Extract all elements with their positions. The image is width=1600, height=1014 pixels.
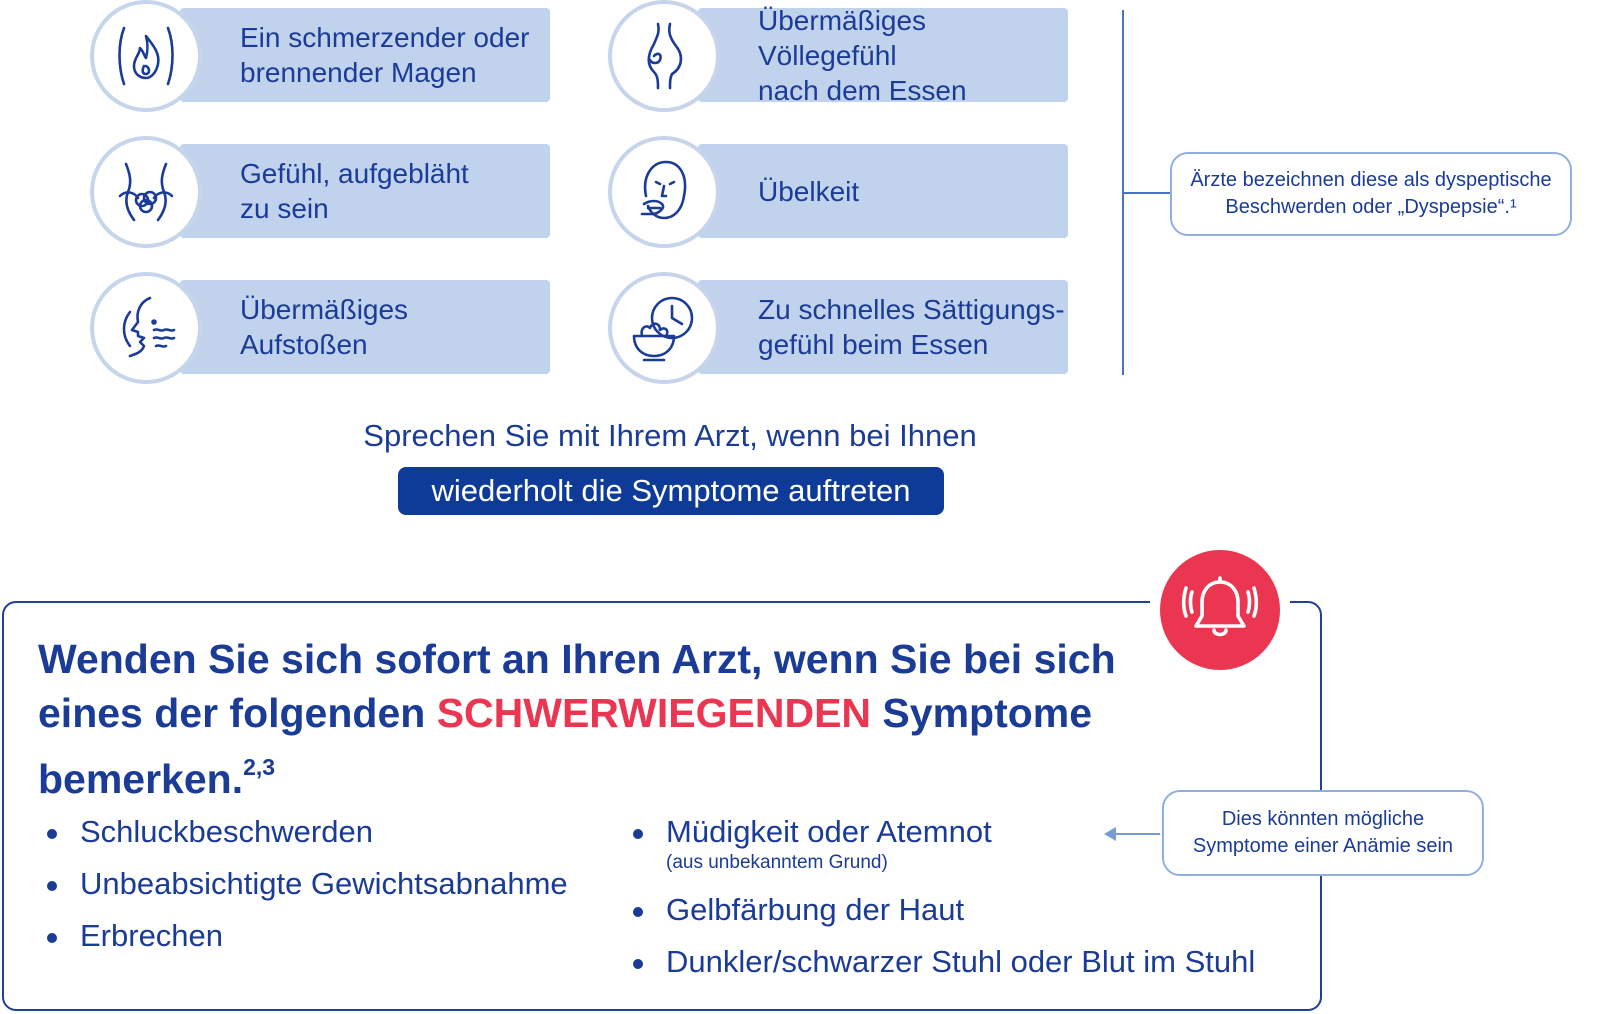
list-item: [666, 944, 1255, 980]
symptom-card: [608, 272, 1068, 386]
dyspepsia-note: Ärzte bezeichnen diese als dyspeptische Beschwerden oder „Dyspepsie“.¹: [1170, 152, 1572, 236]
symptom-label: Gefühl, aufgebläht zu sein: [240, 158, 469, 224]
list-item: [80, 814, 373, 850]
list-item: [666, 892, 964, 928]
bullet: [633, 959, 643, 969]
list-item-label: Unbeabsichtigte Gewichtsabnahme: [80, 866, 568, 901]
bullet: [47, 829, 57, 839]
list-item-label: Gelbfärbung der Haut: [666, 892, 965, 927]
symptom-card: [90, 136, 550, 250]
footnote-ref: 2,3: [243, 754, 276, 780]
belching-profile-icon: [90, 272, 202, 384]
repeated-symptoms-highlight: wiederholt die Symptome auftreten: [398, 467, 944, 515]
bullet: [633, 907, 643, 917]
alarm-bell-icon: [1160, 550, 1280, 670]
symptom-card: [608, 0, 1068, 114]
list-item-label: Dunkler/schwarzer Stuhl oder Blut im Stuhl: [666, 944, 1256, 979]
headline-text: Wenden Sie sich sofort an Ihren Arzt, wenn Sie bei sich eines der folgenden: [38, 636, 1116, 736]
bullet: [47, 881, 57, 891]
talk-to-doctor-text: Sprechen Sie mit Ihrem Arzt, wenn bei Ihnen: [363, 418, 977, 453]
list-item-note: (aus unbekanntem Grund): [666, 852, 888, 873]
symptom-label: Übermäßiges Völlegefühl nach dem Essen: [758, 4, 967, 106]
list-item-label: Schluckbeschwerden: [80, 814, 373, 849]
burning-stomach-icon: [90, 0, 202, 112]
symptom-card: [90, 272, 550, 386]
nausea-face-icon: [608, 136, 720, 248]
bullet: [633, 829, 643, 839]
arrow-left-icon: [1104, 827, 1116, 841]
bracket-connector: [1124, 192, 1170, 194]
arrow-line: [1114, 833, 1160, 835]
bullet: [47, 933, 57, 943]
symptom-label: Übelkeit: [758, 175, 860, 207]
warning-headline: [38, 632, 1118, 806]
list-item: [80, 918, 223, 954]
symptom-label: Ein schmerzender oder brennender Magen: [240, 22, 530, 88]
symptom-card: [608, 136, 1068, 250]
symptom-card: [90, 0, 550, 114]
list-item: [80, 866, 568, 902]
list-item: [666, 814, 992, 850]
headline-severe: SCHWERWIEGENDEN: [436, 690, 872, 736]
clock-bowl-icon: [608, 272, 720, 384]
list-item-label: Müdigkeit oder Atemnot: [666, 814, 992, 849]
symptom-label: Übermäßiges Aufstoßen: [240, 294, 409, 360]
bloated-belly-icon: [608, 0, 720, 112]
bloated-torso-icon: [90, 136, 202, 248]
list-item-label: Erbrechen: [80, 918, 224, 953]
headline-text-end: Symptome bemerken.: [38, 690, 1093, 802]
anemia-note: Dies könnten mögliche Symptome einer Anämie sein: [1162, 790, 1484, 876]
symptom-label: Zu schnelles Sättigungs- gefühl beim Essen: [758, 294, 1065, 360]
